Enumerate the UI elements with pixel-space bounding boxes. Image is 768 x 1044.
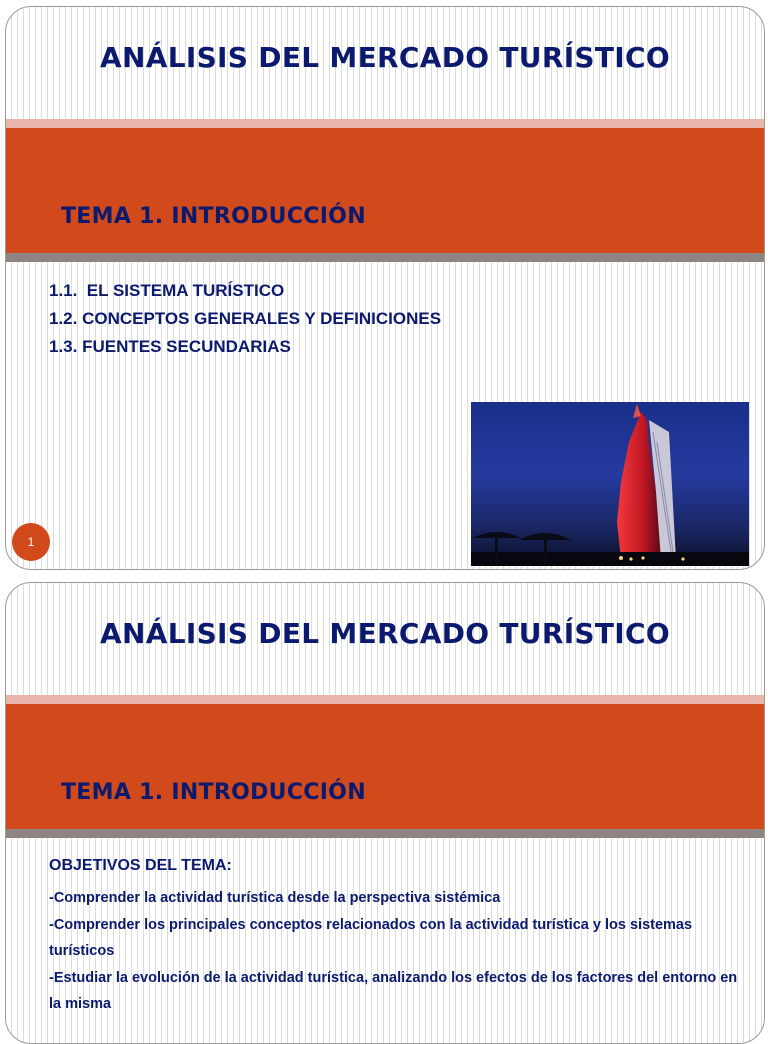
title-band	[6, 695, 764, 838]
objectives-heading: OBJETIVOS DEL TEMA:	[49, 857, 232, 874]
table-of-contents	[49, 277, 441, 361]
objective-item: -Comprender los principales conceptos relacionados con la actividad turística y los sistemas turísticos	[49, 916, 693, 959]
slide-title: ANÁLISIS DEL MERCADO TURÍSTICO	[100, 617, 670, 650]
slide-number-badge: 1	[12, 523, 50, 561]
band-top-stripe	[6, 119, 764, 128]
band-bottom-stripe	[6, 829, 764, 838]
slide-2	[5, 582, 765, 1044]
section-title: TEMA 1. INTRODUCCIÓN	[61, 204, 366, 229]
toc-item: 1.2. CONCEPTOS GENERALES Y DEFINICIONES	[49, 309, 442, 328]
slide-1	[5, 6, 765, 570]
objectives-list	[49, 885, 749, 1018]
toc-item: 1.1. EL SISTEMA TURÍSTICO	[49, 281, 285, 300]
objective-item: -Comprender la actividad turística desde la perspectiva sistémica	[49, 890, 501, 906]
objective-item: -Estudiar la evolución de la actividad turística, analizando los efectos de los factores del entorno en la misma	[49, 969, 738, 1012]
hotel-photo-illustration	[471, 402, 749, 566]
toc-item: 1.3. FUENTES SECUNDARIAS	[49, 337, 291, 356]
title-band	[6, 119, 764, 262]
slide-title: ANÁLISIS DEL MERCADO TURÍSTICO	[100, 41, 670, 74]
objectives-section	[49, 855, 749, 1018]
section-title: TEMA 1. INTRODUCCIÓN	[61, 780, 366, 805]
band-bottom-stripe	[6, 253, 764, 262]
hotel-photo	[471, 402, 749, 566]
band-top-stripe	[6, 695, 764, 704]
